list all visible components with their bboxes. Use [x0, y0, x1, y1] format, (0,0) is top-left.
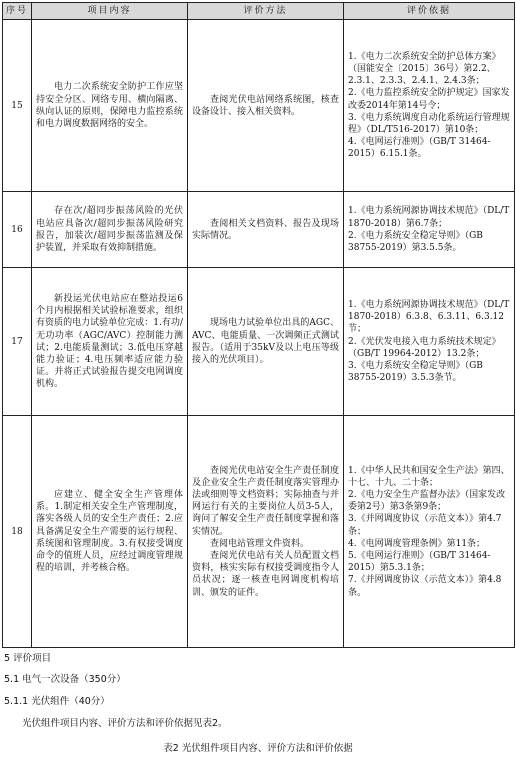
basis-item: 3.《电力系统安全稳定导则》（GB 38755-2019）3.5.3条节。	[348, 361, 483, 384]
content-text: 新投运光伏电站应在整站投运6个月内根据相关试验标准要求，组织有资质的电力试验单位完成：1.有功/无功功率（AGC/AVC）控制能力测试；2.电能质量测试；3.低电压穿越能力验证；4.电压频率适应能力验证。并将正式试验报告提交电网调度机构。	[36, 293, 183, 390]
row-content	[32, 416, 188, 648]
header-content: 项目内容	[32, 3, 188, 20]
header-index: 序号	[3, 3, 32, 20]
basis-item: 5.《电网运行准则》（GB/T 31464-2015）第5.3.1条；	[348, 551, 491, 574]
table-header-row	[3, 3, 515, 20]
subsection-heading: 5.1 电气一次设备（350分）	[4, 674, 126, 685]
basis-item: 2.《电力监控系统安全防护规定》国家发改委2014年第14号令；	[348, 88, 510, 111]
row-method	[188, 416, 344, 648]
basis-item: 1.《电力二次系统安全防护总体方案》（国能安全〔2015〕36号）第2.2、2.3.1、2.3.3、2.4.1、2.4.3条；	[348, 51, 501, 87]
method-text: 查阅相关文档资料、报告及现场实际情况。	[192, 218, 339, 241]
method-text: 查阅光伏电站网络系统图，核查设备设计、接入相关资料。	[192, 94, 339, 117]
basis-item: 1.《电力系统网源协调技术规范》（DL/T 1870-2018）6.3.8、6.3.11、6.3.12节；	[348, 299, 510, 335]
basis-item: 1.《电力系统网源协调技术规范》（DL/T 1870-2018）第6.7条；	[348, 206, 510, 229]
basis-item: 4.《电网调度管理条例》第11条；	[348, 538, 486, 549]
row-method	[188, 20, 344, 192]
section-heading: 5 评价项目	[4, 653, 52, 664]
row-number: 18	[3, 416, 32, 648]
table-row	[3, 268, 515, 416]
row-basis	[344, 192, 515, 268]
method-text: 查阅电站管理文件资料。	[210, 538, 310, 549]
content-text: 应建立、健全安全生产管理体系。1.制定相关安全生产管理制度，落实各级人员的安全生产责任；2.应具备满足安全生产需要的运行规程、系统图和管理制度。3.有权接受调度命令的值班人员，应经过调度管理规程的培训，并考核合格。	[36, 489, 183, 574]
basis-item: 2.《电力系统安全稳定导则》（GB 38755-2019）第3.5.5条。	[348, 230, 483, 253]
method-text: 查阅光伏电站安全生产责任制度及企业安全生产责任制度落实管理办法或细则等文档资料；实际抽查与并网运行有关的主要岗位人员3-5人，询问了解安全生产责任制度掌握和落实情况。	[192, 465, 339, 537]
method-text: 现场电力试验单位出具的AGC、AVC、电能质量、一次调频正式测试报告。（适用于35kV及以上电压等级接入的光伏项目）。	[192, 318, 339, 365]
row-basis	[344, 416, 515, 648]
row-content	[32, 20, 188, 192]
evaluation-table	[2, 2, 515, 648]
table-caption: 表2 光伏组件项目内容、评价方法和评价依据	[163, 743, 353, 754]
content-text: 存在次/超同步振荡风险的光伏电站应具备次/超同步振荡风险研究报告，加装次/超同步振荡监测及保护装置，并采取有效抑制措施。	[36, 206, 183, 253]
basis-item: 3.《并网调度协议（示范文本）》第4.7条；	[348, 514, 502, 537]
row-basis	[344, 268, 515, 416]
table-row	[3, 20, 515, 192]
header-basis: 评价依据	[344, 3, 515, 20]
basis-item: 7.《并网调度协议（示范文本）》第4.8条。	[348, 575, 502, 598]
header-method: 评价方法	[188, 3, 344, 20]
row-number: 16	[3, 192, 32, 268]
body-paragraph: 光伏组件项目内容、评价方法和评价依据见表2。	[22, 718, 228, 729]
row-number: 15	[3, 20, 32, 192]
row-method	[188, 192, 344, 268]
basis-item: 4.《电网运行准则》（GB/T 31464-2015）6.15.1条。	[348, 137, 491, 160]
row-content	[32, 268, 188, 416]
subsubsection-heading: 5.1.1 光伏组件（40分）	[4, 696, 110, 707]
table-row	[3, 192, 515, 268]
basis-item: 2.《电力安全生产监督办法》（国家发改委第2号）第3条第9条；	[348, 489, 506, 513]
row-method	[188, 268, 344, 416]
method-text: 查阅光伏电站有关人员配置文档资料，核实实际有权接受调度指令人员状况；逐一核查电网调度机构培训、颁发的证件。	[192, 551, 339, 598]
table-row	[3, 416, 515, 648]
row-basis	[344, 20, 515, 192]
basis-item: 2.《光伏发电接入电力系统技术规定》（GB/T 19964-2012）13.2条；	[348, 336, 501, 359]
basis-item: 1.《中华人民共和国安全生产法》第四、十七、十九、二十条；	[348, 465, 510, 488]
row-number: 17	[3, 268, 32, 416]
content-text: 电力二次系统安全防护工作应坚持安全分区、网络专用、横向隔离、纵向认证的原则，保障电力监控系统和电力调度数据网络的安全。	[36, 82, 183, 129]
basis-item: 3.《电力系统调度自动化系统运行管理规程》（DL/T516-2017）第10条；	[348, 112, 510, 135]
row-content	[32, 192, 188, 268]
